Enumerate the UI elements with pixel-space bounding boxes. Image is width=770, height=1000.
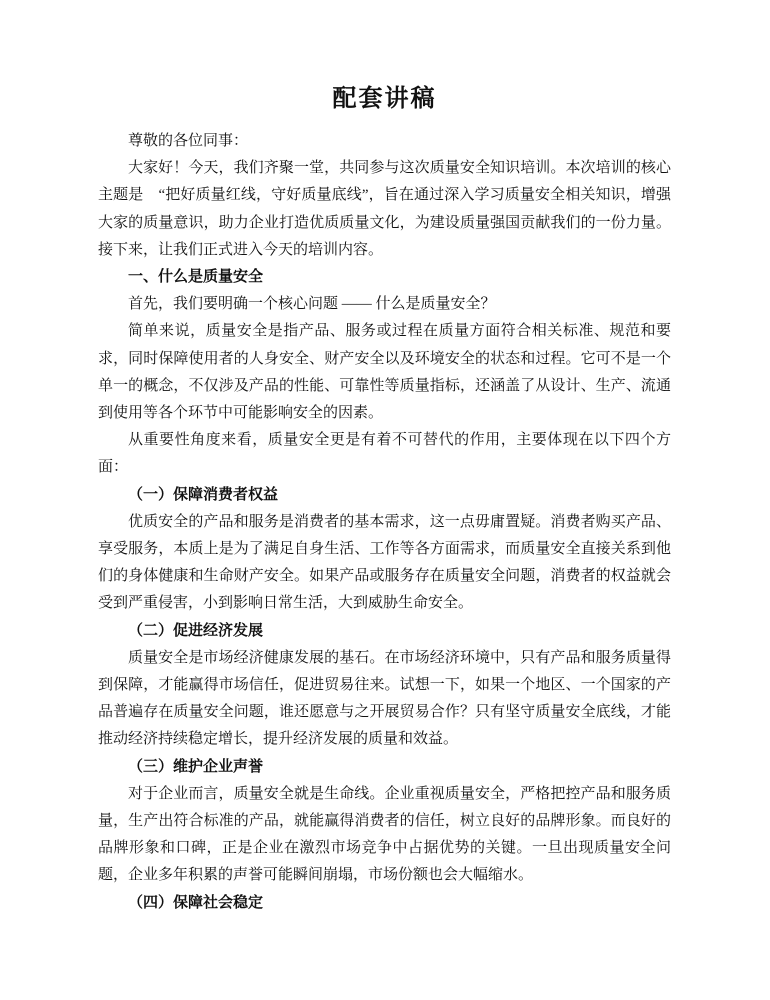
paragraph: 优质安全的产品和服务是消费者的基本需求，这一点毋庸置疑。消费者购买产品、享受服务，本质上是为了满足自身生活、工作等各方面需求，而质量安全直接关系到他们的身体健康和生命财产安全。如果产品或服务存在质量安全问题，消费者的权益就会受到严重侵害，小到影响日常生活，大到威胁生命安全。 [98, 513, 671, 612]
section-heading: （二）促进经济发展 [128, 622, 264, 639]
section-heading: （四）保障社会稳定 [128, 894, 264, 911]
paragraph: 质量安全是市场经济健康发展的基石。在市场经济环境中，只有产品和服务质量得到保障，才能赢得市场信任，促进贸易往来。试想一下，如果一个地区、一个国家的产品普遍存在质量安全问题，谁还愿意与之开展贸易合作？只有坚守质量安全底线，才能推动经济持续稳定增长，提升经济发展的质量和效益。 [98, 649, 671, 748]
document-body [98, 128, 671, 917]
paragraph: 简单来说，质量安全是指产品、服务或过程在质量方面符合相关标准、规范和要求，同时保障使用者的人身安全、财产安全以及环境安全的状态和过程。它可不是一个单一的概念，不仅涉及产品的性能、可靠性等质量指标，还涵盖了从设计、生产、流通到使用等各个环节中可能影响安全的因素。 [98, 323, 671, 422]
section-heading: （一）保障消费者权益 [128, 486, 279, 503]
section-heading: 一、什么是质量安全 [128, 269, 264, 286]
paragraph: 从重要性角度来看，质量安全更是有着不可替代的作用，主要体现在以下四个方面： [98, 432, 671, 476]
paragraph: 对于企业而言，质量安全就是生命线。企业重视质量安全，严格把控产品和服务质量，生产出符合标准的产品，就能赢得消费者的信任，树立良好的品牌形象。而良好的品牌形象和口碑，正是企业在激烈市场竞争中占据优势的关键。一旦出现质量安全问题，企业多年积累的声誉可能瞬间崩塌，市场份额也会大幅缩水。 [98, 785, 671, 884]
paragraph: 大家好！今天，我们齐聚一堂，共同参与这次质量安全知识培训。本次培训的核心主题是 “把好质量红线，守好质量底线”，旨在通过深入学习质量安全相关知识，增强大家的质量意识，助力企业打造优质质量文化，为建设质量强国贡献我们的一份力量。接下来，让我们正式进入今天的培训内容。 [98, 160, 671, 258]
paragraph: 首先，我们要明确一个核心问题 —— 什么是质量安全？ [128, 296, 496, 313]
section-heading: （三）维护企业声誉 [128, 758, 264, 775]
document-title: 配套讲稿 [332, 86, 437, 112]
paragraph: 尊敬的各位同事： [128, 133, 249, 149]
